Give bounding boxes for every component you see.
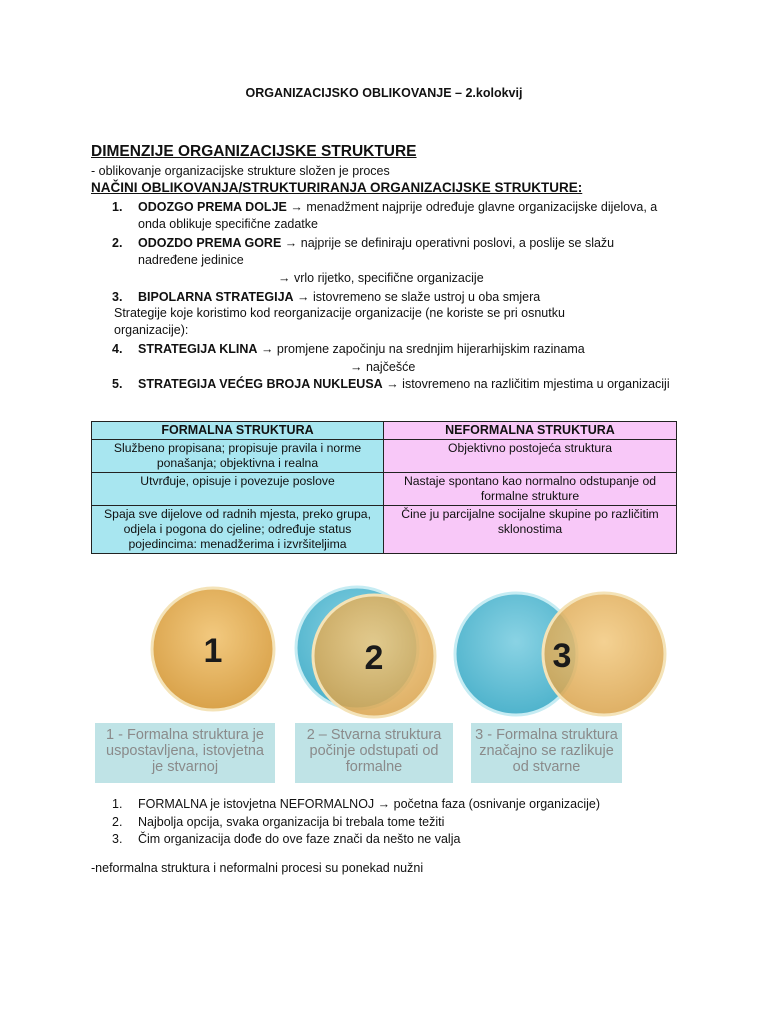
caption-line: počinje odstupati od — [309, 743, 439, 759]
item-number: 3. — [112, 290, 123, 304]
document-title: ORGANIZACIJSKO OBLIKOVANJE – 2.kolokvij — [245, 86, 523, 100]
item-note: → najčešće — [350, 360, 416, 374]
caption-line: je stvarnoj — [151, 759, 219, 775]
cell-informal: Objektivno postojeća struktura — [384, 440, 677, 473]
stage-3-circles — [455, 593, 665, 715]
table-header-row — [92, 422, 677, 440]
list-item — [112, 342, 585, 357]
list-item — [112, 832, 460, 847]
item-text: FORMALNA je istovjetna NEFORMALNOJ → početna faza (osnivanje organizacije) — [138, 797, 600, 811]
item-continuation: nadređene jedinice — [138, 253, 244, 267]
list-item — [112, 377, 670, 392]
arrow-icon: → — [386, 377, 399, 391]
item-term: STRATEGIJA VEĆEG BROJA NUKLEUSA — [138, 377, 383, 391]
stage-2-caption — [295, 723, 453, 783]
header-formal: FORMALNA STRUKTURA — [92, 422, 384, 440]
caption-line: od stvarne — [512, 759, 581, 775]
caption-line: 2 – Stvarna struktura — [306, 727, 442, 743]
caption-line: uspostavljena, istovjetna — [106, 743, 264, 759]
header-informal: NEFORMALNA STRUKTURA — [384, 422, 677, 440]
arrow-icon: → — [297, 290, 310, 304]
section-heading: DIMENZIJE ORGANIZACIJSKE STRUKTURE — [91, 143, 417, 160]
list-item — [112, 236, 614, 251]
cell-informal: Nastaje spontano kao normalno odstupanje od formalne strukture — [384, 473, 677, 506]
cell-formal: Utvrđuje, opisuje i povezuje poslove — [92, 473, 384, 506]
cell-formal: Spaja sve dijelove od radnih mjesta, preko grupa, odjela i pogona do cjeline; određuje status pojedincima: menadžerima i izvršiteljima — [92, 506, 384, 554]
item-term: STRATEGIJA KLINA — [138, 342, 258, 356]
item-number: 2. — [112, 815, 123, 829]
structure-comparison-table — [91, 421, 677, 554]
item-number: 5. — [112, 377, 123, 391]
item-term: ODOZGO PREMA DOLJE — [138, 200, 287, 214]
item-text: najprije se definiraju operativni poslovi, a poslije se slažu — [297, 236, 615, 250]
caption-line: 1 - Formalna struktura je — [106, 727, 264, 743]
item-number: 1. — [112, 797, 123, 811]
list-item — [112, 200, 657, 215]
item-text: istovremeno na različitim mjestima u organizaciji — [398, 377, 670, 391]
stage-2-label: 2 — [364, 639, 384, 677]
item-term: ODOZDO PREMA GORE — [138, 236, 282, 250]
reorg-intro: Strategije koje koristimo kod reorganizacije organizacije (ne koriste se pri osnutku — [114, 306, 565, 320]
table-row — [92, 440, 677, 473]
item-note: → vrlo rijetko, specifične organizacije — [278, 271, 484, 285]
footer-note: -neformalna struktura i neformalni procesi su ponekad nužni — [91, 861, 424, 875]
item-number: 1. — [112, 200, 123, 214]
list-item — [112, 815, 444, 830]
table-row — [92, 506, 677, 554]
caption-line: 3 - Formalna struktura — [475, 727, 618, 743]
item-term: BIPOLARNA STRATEGIJA — [138, 290, 294, 304]
arrow-icon: → — [260, 342, 274, 356]
reorg-intro-cont: organizacije): — [114, 323, 189, 337]
item-continuation: onda oblikuje specifične zadatke — [138, 217, 318, 231]
intro-line: - oblikovanje organizacijske strukture složen je proces — [91, 164, 390, 178]
item-text: Čim organizacija dođe do ove faze znači da nešto ne valja — [138, 832, 461, 846]
item-text: promjene započinju na srednjim hijerarhijskim razinama — [273, 342, 585, 356]
item-text: Najbolja opcija, svaka organizacija bi trebala tome težiti — [138, 815, 445, 829]
caption-line: formalne — [345, 759, 403, 775]
structure-stages-diagram — [80, 584, 680, 724]
item-number: 3. — [112, 832, 123, 846]
caption-line: značajno se razlikuje — [479, 743, 614, 759]
stage-3-caption — [471, 723, 622, 783]
stage-3-label: 3 — [552, 637, 572, 675]
cell-formal: Službeno propisana; propisuje pravila i norme ponašanja; objektivna i realna — [92, 440, 384, 473]
stage-1-caption — [95, 723, 275, 783]
stage-1-circles — [152, 588, 274, 710]
table-row — [92, 473, 677, 506]
arrow-icon: → — [284, 236, 298, 250]
cell-informal: Čine ju parcijalne socijalne skupine po različitim sklonostima — [384, 506, 677, 554]
arrow-icon: → — [290, 200, 303, 214]
methods-subheading: NAČINI OBLIKOVANJA/STRUKTURIRANJA ORGANIZACIJSKE STRUKTURE: — [91, 180, 583, 195]
stage-1-label: 1 — [203, 632, 223, 670]
item-text: menadžment najprije određuje glavne organizacijske dijelova, a — [302, 200, 658, 214]
stage-2-circles — [296, 587, 435, 717]
list-item — [112, 290, 540, 305]
item-text: istovremeno se slaže ustroj u oba smjera — [309, 290, 541, 304]
item-number: 4. — [112, 342, 123, 356]
list-item — [112, 797, 600, 812]
item-number: 2. — [112, 236, 123, 250]
